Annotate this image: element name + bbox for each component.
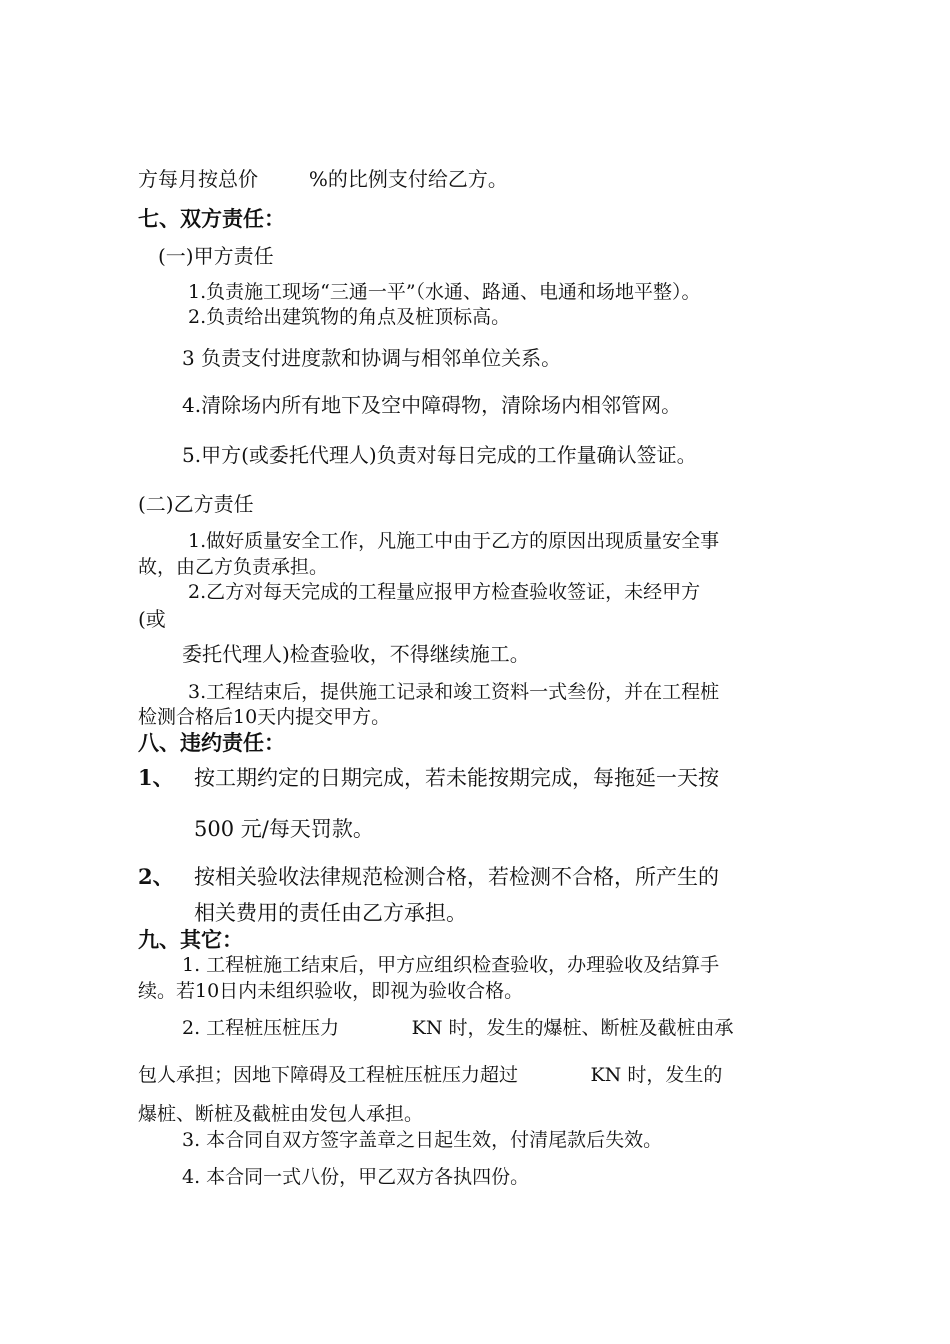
party-a-item-2: 2.负责给出建筑物的角点及桩顶标高。 bbox=[188, 306, 511, 328]
other-item-1: 1. 工程桩施工结束后，甲方应组织检查验收，办理验收及结算手 bbox=[182, 954, 720, 976]
party-b-item-2: 2.乙方对每天完成的工程量应报甲方检查验收签证，未经甲方 bbox=[188, 581, 701, 603]
breach-item-2-cont: 相关费用的责任由乙方承担。 bbox=[194, 901, 467, 925]
breach-item-1-cont: 500 元/每天罚款。 bbox=[194, 817, 374, 841]
party-b-item-3: 3.工程结束后，提供施工记录和竣工资料一式叁份，并在工程桩 bbox=[188, 681, 720, 703]
other-item-2-cont: 包人承担；因地下障碍及工程桩压桩压力超过 KN 时，发生的 bbox=[138, 1064, 723, 1086]
other-item-4: 4. 本合同一式八份，甲乙双方各执四份。 bbox=[182, 1166, 530, 1188]
party-a-item-1: 1.负责施工现场“三通一平”（水通、路通、电通和场地平整）。 bbox=[188, 281, 701, 303]
breach-item-2-number: 2、 bbox=[138, 864, 174, 889]
section-7-heading: 七、双方责任： bbox=[138, 206, 285, 231]
breach-item-1: 按工期约定的日期完成，若未能按期完成，每拖延一天按 bbox=[194, 766, 719, 790]
party-b-item-1-cont: 故，由乙方负责承担。 bbox=[138, 556, 329, 578]
party-a-item-4: 4.清除场内所有地下及空中障碍物，清除场内相邻管网。 bbox=[182, 393, 682, 417]
section-9-heading: 九、其它： bbox=[138, 927, 243, 952]
other-item-1-cont: 续。若10日内未组织验收，即视为验收合格。 bbox=[138, 980, 524, 1002]
party-b-item-3-cont: 检测合格后10天内提交甲方。 bbox=[138, 706, 391, 728]
breach-item-2: 按相关验收法律规范检测合格，若检测不合格，所产生的 bbox=[194, 865, 719, 889]
party-a-heading: (一)甲方责任 bbox=[158, 244, 274, 268]
party-b-item-2-cont: 委托代理人)检查验收，不得继续施工。 bbox=[182, 642, 530, 666]
payment-ratio-line: 方每月按总价 %的比例支付给乙方。 bbox=[138, 167, 508, 191]
section-8-heading: 八、违约责任： bbox=[138, 730, 285, 755]
party-a-item-3: 3 负责支付进度款和协调与相邻单位关系。 bbox=[182, 346, 562, 370]
other-item-3: 3. 本合同自双方签字盖章之日起生效，付清尾款后失效。 bbox=[182, 1129, 663, 1151]
party-a-item-5: 5.甲方(或委托代理人)负责对每日完成的工作量确认签证。 bbox=[182, 443, 697, 467]
party-b-item-2-wrap: (或 bbox=[138, 607, 166, 631]
breach-item-1-number: 1、 bbox=[138, 765, 174, 790]
party-b-heading: (二)乙方责任 bbox=[138, 492, 254, 516]
other-item-2-end: 爆桩、断桩及截桩由发包人承担。 bbox=[138, 1103, 424, 1125]
party-b-item-1: 1.做好质量安全工作，凡施工中由于乙方的原因出现质量安全事 bbox=[188, 530, 720, 552]
other-item-2: 2. 工程桩压桩压力 KN 时，发生的爆桩、断桩及截桩由承 bbox=[182, 1017, 734, 1039]
